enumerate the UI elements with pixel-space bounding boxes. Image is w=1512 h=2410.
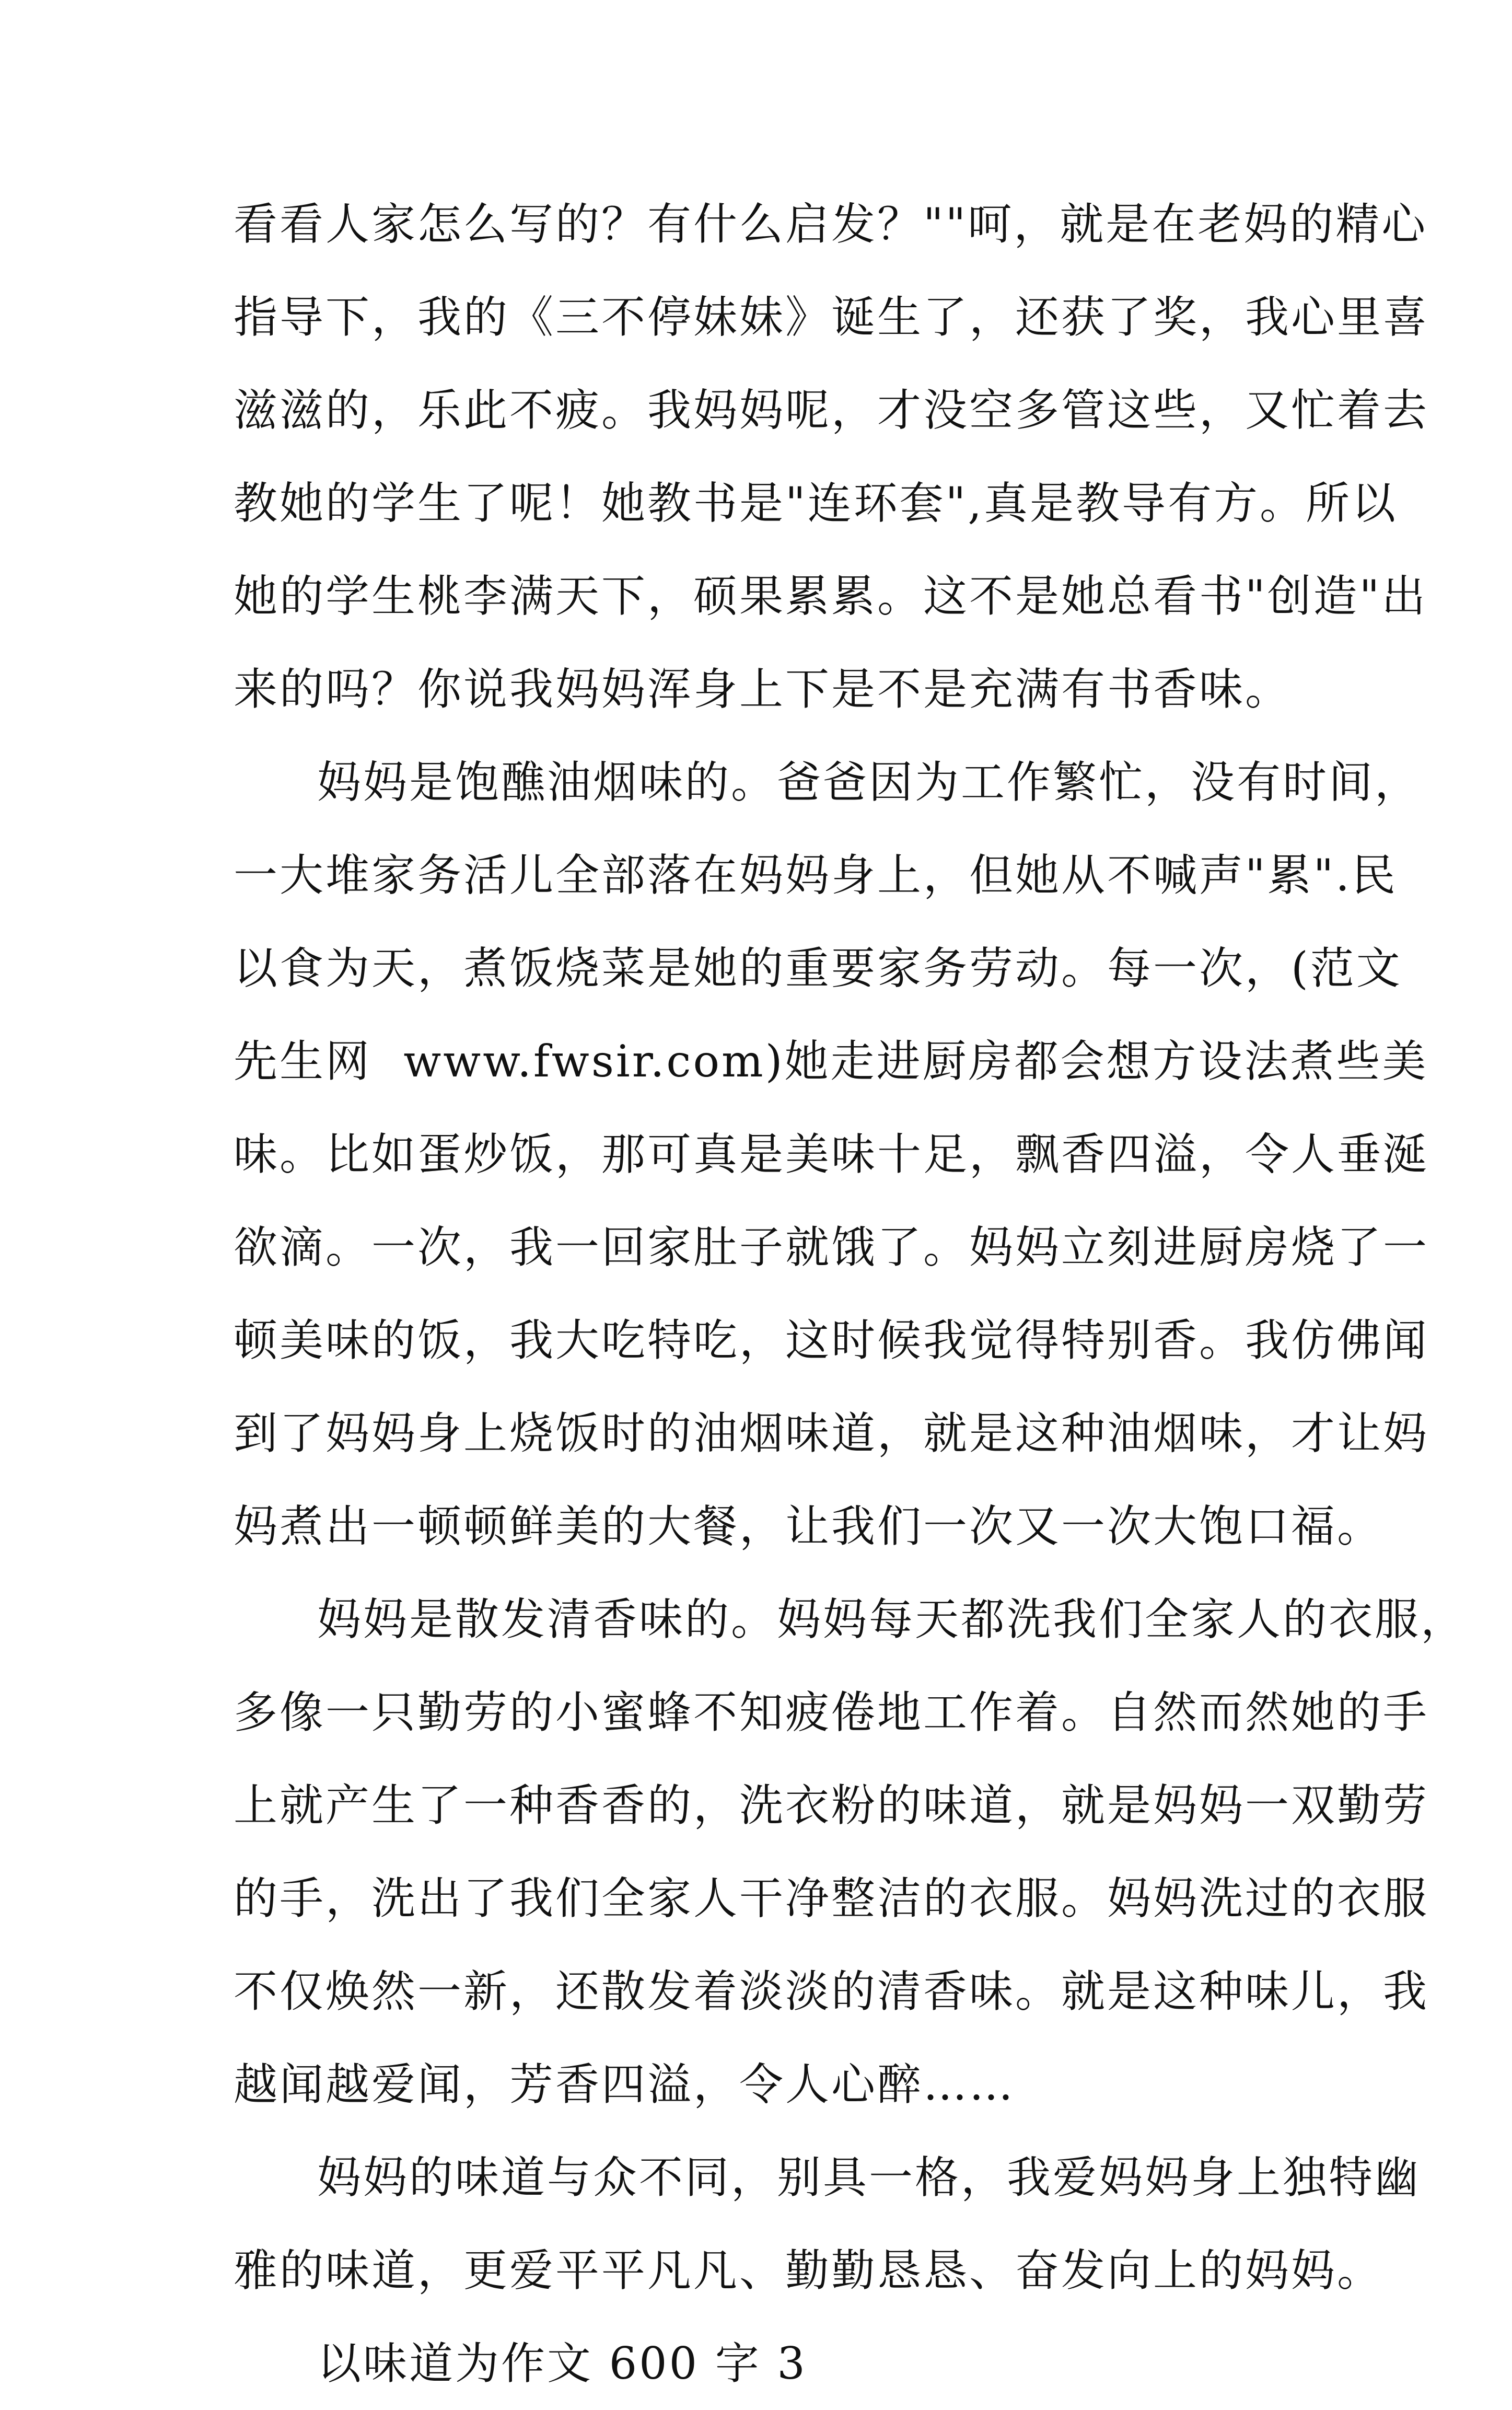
paragraph-start-line: 妈妈的味道与众不同，别具一格，我爱妈妈身上独特幽 <box>317 2152 1421 2203</box>
text-line: 到了妈妈身上烧饭时的油烟味道，就是这种油烟味，才让妈 <box>234 1408 1429 1459</box>
text-line: 先生网 www.fwsir.com)她走进厨房都会想方设法煮些美 <box>234 1036 1428 1087</box>
text-line: 指导下，我的《三不停妹妹》诞生了，还获了奖，我心里喜 <box>234 292 1429 343</box>
text-line: 雅的味道，更爱平平凡凡、勤勤恳恳、奋发向上的妈妈。 <box>234 2245 1383 2296</box>
text-line: 的手，洗出了我们全家人干净整洁的衣服。妈妈洗过的衣服 <box>234 1873 1429 1924</box>
text-line: 顿美味的饭，我大吃特吃，这时候我觉得特别香。我仿佛闻 <box>234 1315 1429 1366</box>
text-line: 多像一只勤劳的小蜜蜂不知疲倦地工作着。自然而然她的手 <box>234 1687 1429 1738</box>
text-line: 她的学生桃李满天下，硕果累累。这不是她总看书"创造"出 <box>234 571 1428 622</box>
section-heading: 以味道为作文 600 字 3 <box>317 2338 807 2389</box>
text-line: 上就产生了一种香香的，洗衣粉的味道，就是妈妈一双勤劳 <box>234 1780 1429 1831</box>
paragraph-start-line: 妈妈是饱醮油烟味的。爸爸因为工作繁忙，没有时间， <box>317 757 1421 808</box>
paragraph-start-line: 妈妈是散发清香味的。妈妈每天都洗我们全家人的衣服， <box>317 1594 1467 1645</box>
text-line: 以食为天，煮饭烧菜是她的重要家务劳动。每一次，(范文 <box>234 943 1402 994</box>
text-line: 欲滴。一次，我一回家肚子就饿了。妈妈立刻进厨房烧了一 <box>234 1222 1429 1273</box>
text-line: 来的吗？你说我妈妈浑身上下是不是充满有书香味。 <box>234 664 1292 715</box>
text-line: 一大堆家务活儿全部落在妈妈身上，但她从不喊声"累".民 <box>234 850 1398 901</box>
text-line: 教她的学生了呢！她教书是"连环套",真是教导有方。所以 <box>234 478 1398 529</box>
text-line: 越闻越爱闻，芳香四溢，令人心醉…… <box>234 2059 1016 2110</box>
text-line: 妈煮出一顿顿鲜美的大餐，让我们一次又一次大饱口福。 <box>234 1501 1383 1552</box>
essay-text <box>234 178 1467 2410</box>
text-line: 不仅焕然一新，还散发着淡淡的清香味。就是这种味儿，我 <box>234 1966 1429 2017</box>
text-line: 味。比如蛋炒饭，那可真是美味十足，飘香四溢，令人垂涎 <box>234 1129 1429 1180</box>
text-line: 看看人家怎么写的？有什么启发？""呵，就是在老妈的精心 <box>234 199 1428 250</box>
text-line: 滋滋的，乐此不疲。我妈妈呢，才没空多管这些，又忙着去 <box>234 385 1429 436</box>
